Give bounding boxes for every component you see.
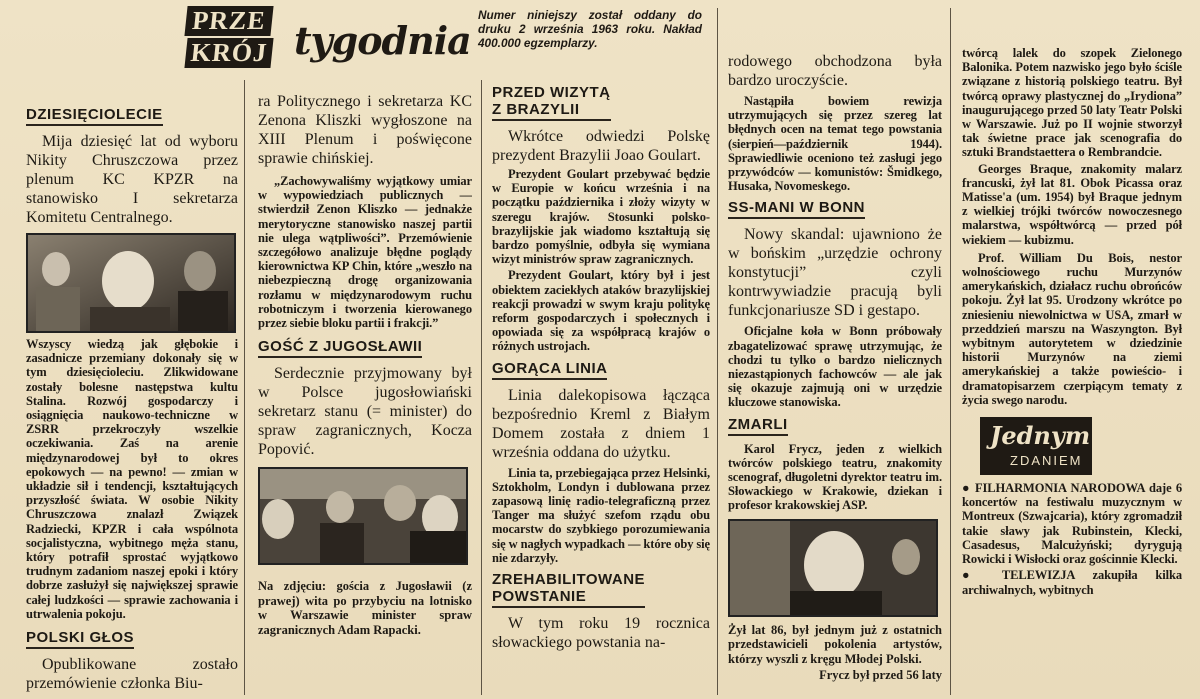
logo-line-1: PRZE (184, 6, 273, 36)
column-2 (258, 92, 472, 699)
body-powstanie: Nastąpiła bowiem rewizja utrzymujących się przez szereg lat błędnych ocen na temat tego powstania (sierpień—październik 1944). Sprawiedliwie oceniono też zasługi jego przywódców — komunistów: Šmidkego, Husaka, Novomeskego. (728, 94, 942, 194)
body-ss-mani: Oficjalne koła w Bonn próbowały zbagatelizować sprawę utrzymując, że chodzi tu tylko o bardzo nielicznych niezastąpionych fachowców — ale jak się okazuje zajmują oni w urzędzie kluczowe stanowiska. (728, 324, 942, 410)
column-5 (962, 46, 1182, 699)
column-rule-2 (481, 80, 482, 695)
przekroj-logo (182, 4, 278, 70)
headline-przed-wizyta (492, 84, 611, 121)
column-4 (728, 52, 942, 699)
photo-lotnisko (258, 467, 468, 565)
photo-chruszczow-image (28, 235, 234, 331)
column-rule-1 (244, 80, 245, 695)
photo-chruszczow (26, 233, 236, 333)
photo-frycz-image (730, 521, 936, 615)
lead-ss-mani: Nowy skandal: ujawniono że w bońskim „urzędzie ochrony konstytucji” czyli kontrwywiadzie pracują byli funkcjonariusze SD i gestapo. (728, 226, 942, 320)
lead-goraca-linia: Linia dalekopisowa łącząca bezpośrednio Kreml z Białym Domem została z dniem 1 września oddana do użytku. (492, 386, 710, 461)
body-goulart-2: Prezydent Goulart, który był i jest obiektem zaciekłych ataków brazylijskiej reakcji prowadzi w swym kraju politykę reform gospodarczych i społecznych i opowiada się za współpracą krajów o różnych ustrojach. (492, 268, 710, 354)
body-braque: Georges Braque, znakomity malarz francuski, żył lat 81. Obok Picassa oraz Matisse'a (um. 1954) był Braque jednym z wielkiej trójki twórców nowoczesnego malarstwa, współtwórcą — przed pół wiekiem — kubizmu. (962, 161, 1182, 247)
body-frycz: Karol Frycz, jeden z wielkich twórców polskiego teatru, znakomity scenograf, długoletni dyrektor teatru im. Słowackiego w Krakowie, dziekan i profesor krakowskiej ASP. (728, 441, 942, 513)
body-goulart-1: Prezydent Goulart przebywać będzie w Europie w końcu września i na początku października i złoży wizyty w szeregu krajów. Stosunki polsko-brazylijskie jak wiadomo kształtują się bardzo pomyślnie, odbyła się wymiana wizyt ministrów spraw zagranicznych. (492, 167, 710, 267)
lead-zrehabilitowane: W tym roku 19 rocznica słowackiego powstania na- (492, 615, 710, 652)
bullet-icon: ● (962, 481, 975, 496)
body-kliszko: „Zachowywaliśmy wyjątkowy umiar w wypowiedziach publicznych — stwierdził Zenon Kliszko — jednakże merytoryczne stanowisko naszej partii nie ulega wątpliwości”. Przemówienie szczegółowo analizuje błędne poglądy kierownictwa KP Chin, które „weszło na niebezpieczną drogę organizowania rozłamu w międzynarodowym ruchu robotniczym i tworzenia kierowanego przez siebie bloku partii i frakcji.” (258, 174, 472, 331)
photo-frycz (728, 519, 938, 617)
headline-przed-wizyta-line2: Z BRAZYLII (492, 101, 580, 118)
headline-zrehabilitowane-line2: POWSTANIE (492, 588, 587, 606)
column-rule-3 (717, 8, 718, 695)
lead-goulart: Wkrótce odwiedzi Polskę prezydent Brazylii Joao Goulart. (492, 128, 710, 164)
headline-gosc-z-jugoslawii: GOŚĆ Z JUGOSŁAWII (258, 338, 422, 358)
masthead (182, 4, 702, 74)
body-frycz-cont: twórcą lalek do szopek Zielonego Balonika. Potem nazwisko jego było ściśle związane z historią polskiego teatru. Był twórcą oprawy plastycznej do „Irydiona” inaugurującego przed 50 laty Teatr Polski w Warszawie. Już po II wojnie stworzył tak świetne prace jak scenografia do sztuki Brandstaettera o Rembrandcie. (962, 46, 1182, 160)
headline-zmarli: ZMARLI (728, 416, 788, 436)
item-telewizja-text: TELEWIZJA zakupiła kilka archiwalnych, wybitnych (962, 568, 1182, 597)
jednym-zdaniem-box (980, 417, 1092, 475)
photo-lotnisko-image (260, 469, 466, 563)
lead-powstanie-cont: rodowego obchodzona była bardzo uroczyście. (728, 53, 942, 89)
masthead-script-title: tygodnia (294, 18, 471, 63)
headline-zrehabilitowane-line1: ZREHABILITOWANE (492, 571, 646, 589)
logo-line-2: KRÓJ (184, 38, 273, 68)
lead-gosc-z-jugoslawii: Serdecznie przyjmowany był w Polsce jugosłowiański sekretarz stanu (= minister) do spraw zagranicznych, Kocza Popović. (258, 365, 472, 459)
body-frycz-tail: Frycz był przed 56 laty (819, 668, 942, 683)
headline-zrehabilitowane (492, 571, 645, 608)
body-goraca-linia: Linia ta, przebiegająca przez Helsinki, Sztokholm, Londyn i dublowana przez zapasową linię radio-telegraficzną przez Tanger ma służyć szefom rządu obu mocarstw do szybkiego porozumiewania się w nagłych wypadkach — które oby się nie zdarzyły. (492, 465, 710, 565)
caption-lotnisko: Na zdjęciu: gościa z Jugosławii (z prawej) wita po przybyciu na lotnisko w Warszawie minister spraw zagranicznych Adam Rapacki. (258, 579, 472, 637)
headline-przed-wizyta-line1: PRZED WIZYTĄ (492, 84, 611, 101)
column-3 (492, 82, 710, 699)
jednym-zdaniem-caps: ZDANIEM (1010, 453, 1083, 469)
item-filharmonia-text: FILHARMONIA NARODOWA daje 6 koncertów na festiwalu muzycznym w Montreux (Szwajcaria), który zgromadził takie sławy jak Rubinstein, Klecki, Casadesus, Malcużyński; dyrygują Rowicki i Wisłocki oraz gościnnie Klecki. (962, 481, 1182, 567)
body-dziesieciolecie: Wszyscy wiedzą jak głębokie i zasadnicze przemiany dokonały się w tym dziesięcioleciu. Zlikwidowane zostały bolesne następstwa kultu Stalina. Rozwój gospodarczy i osiągnięcia naukowo-techniczne w ZSRR przekroczyły wszelkie oczekiwania. Zaś na arenie międzynarodowej był to okres epokowych — na pewno! — zmian w układzie sił i tendencji, kształtujących przyszłość świata. W osobie Nikity Chruszczowa znalazł Związek Radziecki, KPZR i cała wspólnota socjalistyczna, wybitnego męża stanu, który potrafił sprostać wyjątkowo trudnym zadaniom naszej epoki i który dobrze zasłużył się największej sprawie całej ludzkości — sprawie zachowania i utrwalenia pokoju. (26, 337, 238, 621)
bullet-icon: ● (962, 568, 1002, 583)
headline-dziesieciolecie: DZIESIĘCIOLECIE (26, 106, 163, 126)
caption-frycz: Żył lat 86, był jednym już z ostatnich przedstawicieli pokolenia artystów, którzy wyszli z kręgu Młodej Polski. (728, 622, 942, 666)
body-du-bois: Prof. William Du Bois, nestor wolnościowego ruchu Murzynów amerykańskich, działacz ruchu obrońców pokoju. Żył lat 95. Urodzony wkrótce po zniesieniu niewolnictwa w USA, zmarł w przeddzień marszu na Waszyngton. Był wybitnym autorytetem w dziedzinie historii Murzynów na ziemi amerykańskiej a także powieścio- i dramatopisarzem czerpiącym tematy z życia swego narodu. (962, 250, 1182, 407)
lead-polski-glos: Opublikowane zostało przemówienie członka Biu- (26, 656, 238, 693)
headline-polski-glos: POLSKI GŁOS (26, 629, 134, 649)
headline-goraca-linia: GORĄCA LINIA (492, 360, 607, 380)
jednym-zdaniem-script: Jednym (990, 421, 1091, 451)
masthead-print-note: Numer niniejszy został oddany do druku 2 września 1963 roku. Nakład 400.000 egzemplarzy. (478, 8, 702, 50)
column-1 (26, 100, 238, 699)
lead-kliszko: ra Politycznego i sekretarza KC Zenona Kliszki wygłoszone na XIII Plenum i poświęcone sprawie chińskiej. (258, 93, 472, 167)
column-rule-4 (950, 8, 951, 695)
lead-dziesieciolecie: Mija dziesięć lat od wyboru Nikity Chruszczowa przez plenum KC KPZR na stanowisko I sekretarza Komitetu Centralnego. (26, 133, 238, 226)
item-filharmonia (962, 481, 1182, 566)
item-telewizja (962, 568, 1182, 596)
headline-ss-mani: SS-MANI W BONN (728, 199, 865, 219)
